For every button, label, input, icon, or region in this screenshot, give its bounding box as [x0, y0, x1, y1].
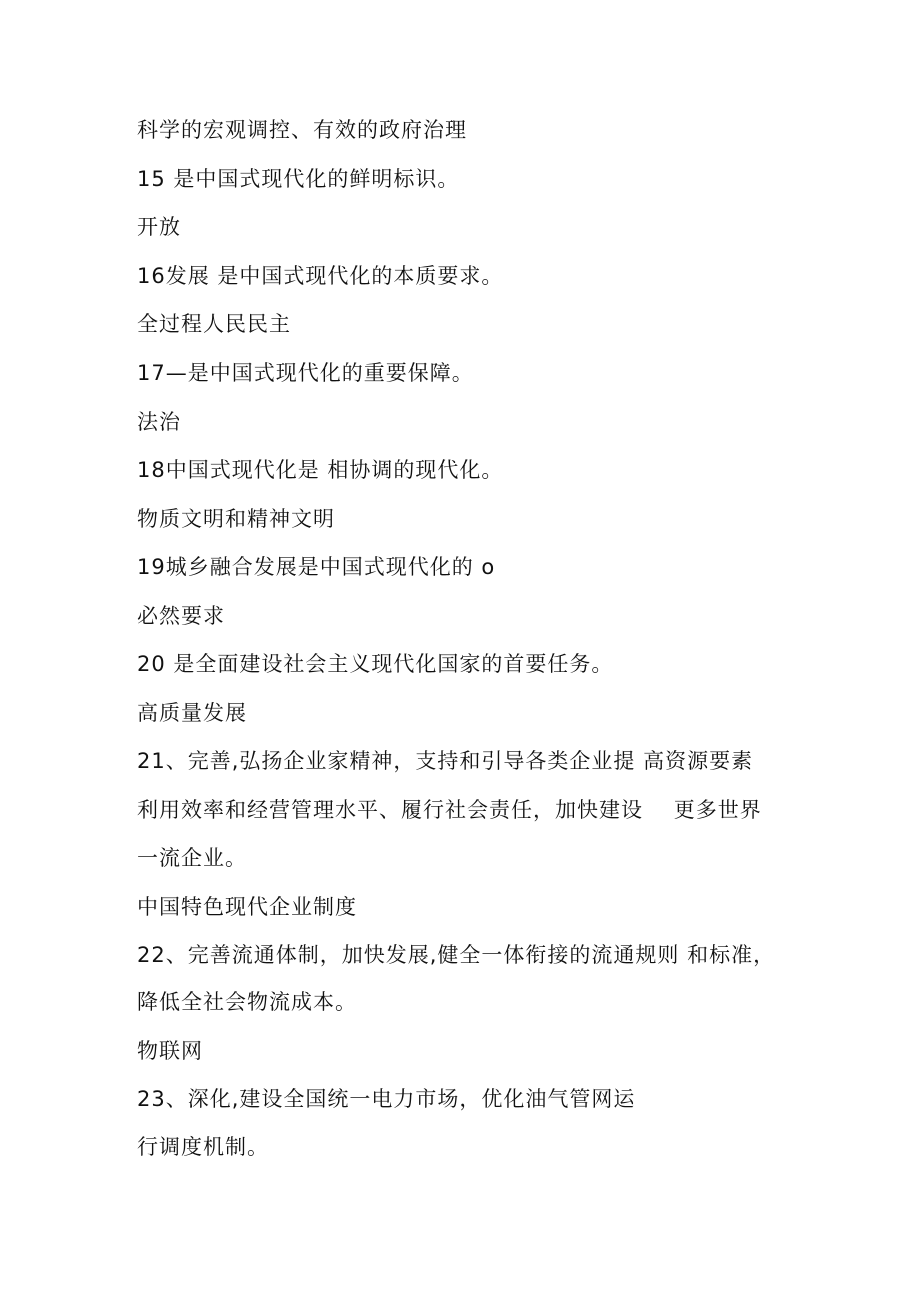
question-line: 行调度机制。 [137, 1135, 269, 1159]
question-line: 17—是中国式现代化的重要保障。 [137, 361, 474, 385]
question-line: 一流企业。 [137, 846, 247, 870]
question-line: 19城乡融合发展是中国式现代化的 o [137, 555, 496, 579]
question-line: 利用效率和经营管理水平、履行社会责任，加快建设 更多世界 [137, 798, 762, 822]
question-line: 15 是中国式现代化的鲜明标识。 [137, 167, 460, 191]
answer-line: 全过程人民民主 [137, 312, 291, 336]
question-line: 22、完善流通体制，加快发展,健全一体衔接的流通规则 和标准， [137, 943, 776, 967]
answer-line: 法治 [137, 410, 181, 434]
answer-line: 高质量发展 [137, 701, 247, 725]
answer-line: 科学的宏观调控、有效的政府治理 [137, 118, 467, 142]
answer-line: 开放 [137, 215, 181, 239]
answer-line: 必然要求 [137, 604, 225, 628]
question-line: 23、深化,建设全国统一电力市场，优化油气管网运 [137, 1087, 636, 1111]
answer-line: 物联网 [137, 1039, 203, 1063]
question-line: 20 是全面建设社会主义现代化国家的首要任务。 [137, 652, 614, 676]
question-line: 18中国式现代化是 相协调的现代化。 [137, 458, 504, 482]
answer-line: 物质文明和精神文明 [137, 507, 335, 531]
question-line: 16发展 是中国式现代化的本质要求。 [137, 264, 504, 288]
question-line: 21、完善,弘扬企业家精神，支持和引导各类企业提 高资源要素 [137, 749, 754, 773]
question-line: 降低全社会物流成本。 [137, 990, 357, 1014]
answer-line: 中国特色现代企业制度 [137, 895, 357, 919]
